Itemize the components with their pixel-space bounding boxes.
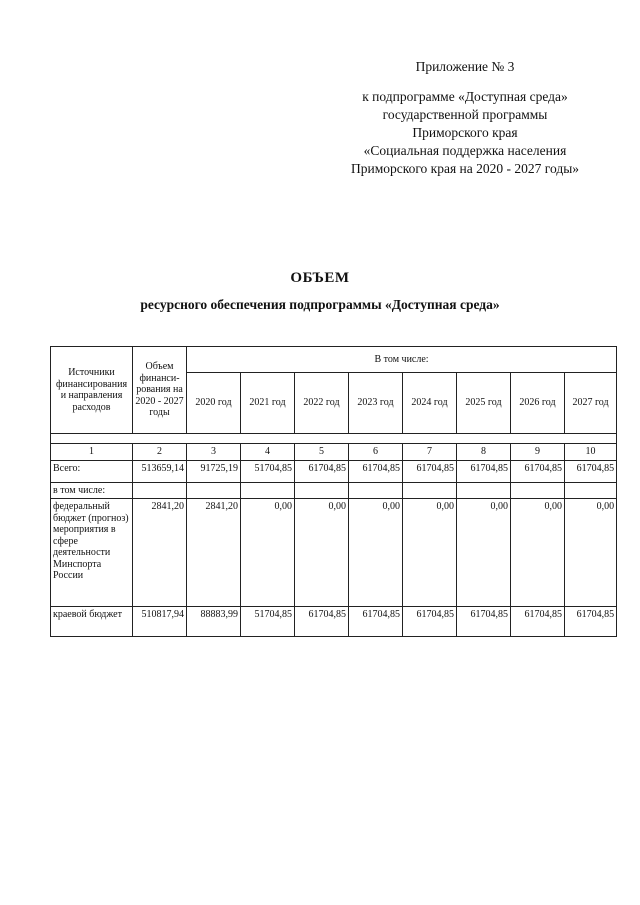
cell-value: 0,00 — [295, 499, 349, 607]
document-title: ОБЪЕМ — [290, 270, 350, 286]
row-label: федеральный бюджет (прогноз) мероприятия в сфере деятельности Минспорта России — [51, 499, 133, 607]
header-year: 2027 год — [565, 373, 617, 434]
header-year: 2026 год — [511, 373, 565, 434]
table-row-including — [51, 482, 617, 499]
cell-value: 61704,85 — [511, 460, 565, 482]
row-label: в том числе: — [51, 482, 133, 499]
cell-value: 61704,85 — [295, 607, 349, 637]
column-number-row — [51, 444, 617, 461]
cell-value — [187, 482, 241, 499]
column-number: 3 — [187, 444, 241, 461]
table-row-total — [51, 460, 617, 482]
column-number: 1 — [51, 444, 133, 461]
appendix-line: Приморского края — [412, 125, 518, 140]
cell-value: 0,00 — [403, 499, 457, 607]
cell-value: 0,00 — [241, 499, 295, 607]
header-source: Источники финансирования и направления расходов — [51, 347, 133, 434]
appendix-line: Приморского края на 2020 - 2027 годы» — [350, 161, 580, 176]
cell-value: 88883,99 — [187, 607, 241, 637]
cell-value: 61704,85 — [403, 460, 457, 482]
header-year: 2025 год — [457, 373, 511, 434]
cell-value: 0,00 — [565, 499, 617, 607]
cell-value: 51704,85 — [241, 607, 295, 637]
cell-value: 61704,85 — [349, 460, 403, 482]
appendix-line: государственной программы — [382, 107, 548, 122]
header-year: 2021 год — [241, 373, 295, 434]
cell-value: 61704,85 — [295, 460, 349, 482]
cell-value: 2841,20 — [133, 499, 187, 607]
column-number: 7 — [403, 444, 457, 461]
header-including: В том числе: — [187, 347, 617, 373]
column-number: 9 — [511, 444, 565, 461]
table-row-federal — [51, 499, 617, 607]
appendix-line: «Социальная поддержка населения — [363, 143, 567, 158]
cell-value: 61704,85 — [457, 460, 511, 482]
header-year: 2023 год — [349, 373, 403, 434]
cell-value — [403, 482, 457, 499]
column-number: 4 — [241, 444, 295, 461]
cell-value: 510817,94 — [133, 607, 187, 637]
cell-value: 51704,85 — [241, 460, 295, 482]
table-spacer — [51, 434, 617, 444]
cell-value — [457, 482, 511, 499]
cell-value — [349, 482, 403, 499]
appendix-block — [320, 58, 610, 178]
row-label: краевой бюджет — [51, 607, 133, 637]
cell-value: 61704,85 — [457, 607, 511, 637]
cell-value — [295, 482, 349, 499]
column-number: 5 — [295, 444, 349, 461]
cell-value: 61704,85 — [511, 607, 565, 637]
cell-value — [241, 482, 295, 499]
cell-value: 0,00 — [457, 499, 511, 607]
column-number: 8 — [457, 444, 511, 461]
cell-value: 513659,14 — [133, 460, 187, 482]
row-label: Всего: — [51, 460, 133, 482]
cell-value: 61704,85 — [565, 607, 617, 637]
column-number: 6 — [349, 444, 403, 461]
column-number: 2 — [133, 444, 187, 461]
header-year: 2024 год — [403, 373, 457, 434]
cell-value — [565, 482, 617, 499]
cell-value: 2841,20 — [187, 499, 241, 607]
cell-value — [133, 482, 187, 499]
appendix-line: к подпрограмме «Доступная среда» — [362, 89, 568, 104]
cell-value: 0,00 — [511, 499, 565, 607]
column-number: 10 — [565, 444, 617, 461]
cell-value: 61704,85 — [565, 460, 617, 482]
header-year: 2022 год — [295, 373, 349, 434]
appendix-title: Приложение № 3 — [415, 59, 515, 74]
cell-value: 61704,85 — [403, 607, 457, 637]
cell-value — [511, 482, 565, 499]
cell-value: 0,00 — [349, 499, 403, 607]
table-row-regional — [51, 607, 617, 637]
document-subtitle: ресурсного обеспечения подпрограммы «Доступная среда» — [140, 297, 500, 312]
resource-table — [50, 346, 617, 637]
cell-value: 61704,85 — [349, 607, 403, 637]
header-year: 2020 год — [187, 373, 241, 434]
header-total: Объем финанси-рования на 2020 - 2027 годы — [133, 347, 187, 434]
cell-value: 91725,19 — [187, 460, 241, 482]
